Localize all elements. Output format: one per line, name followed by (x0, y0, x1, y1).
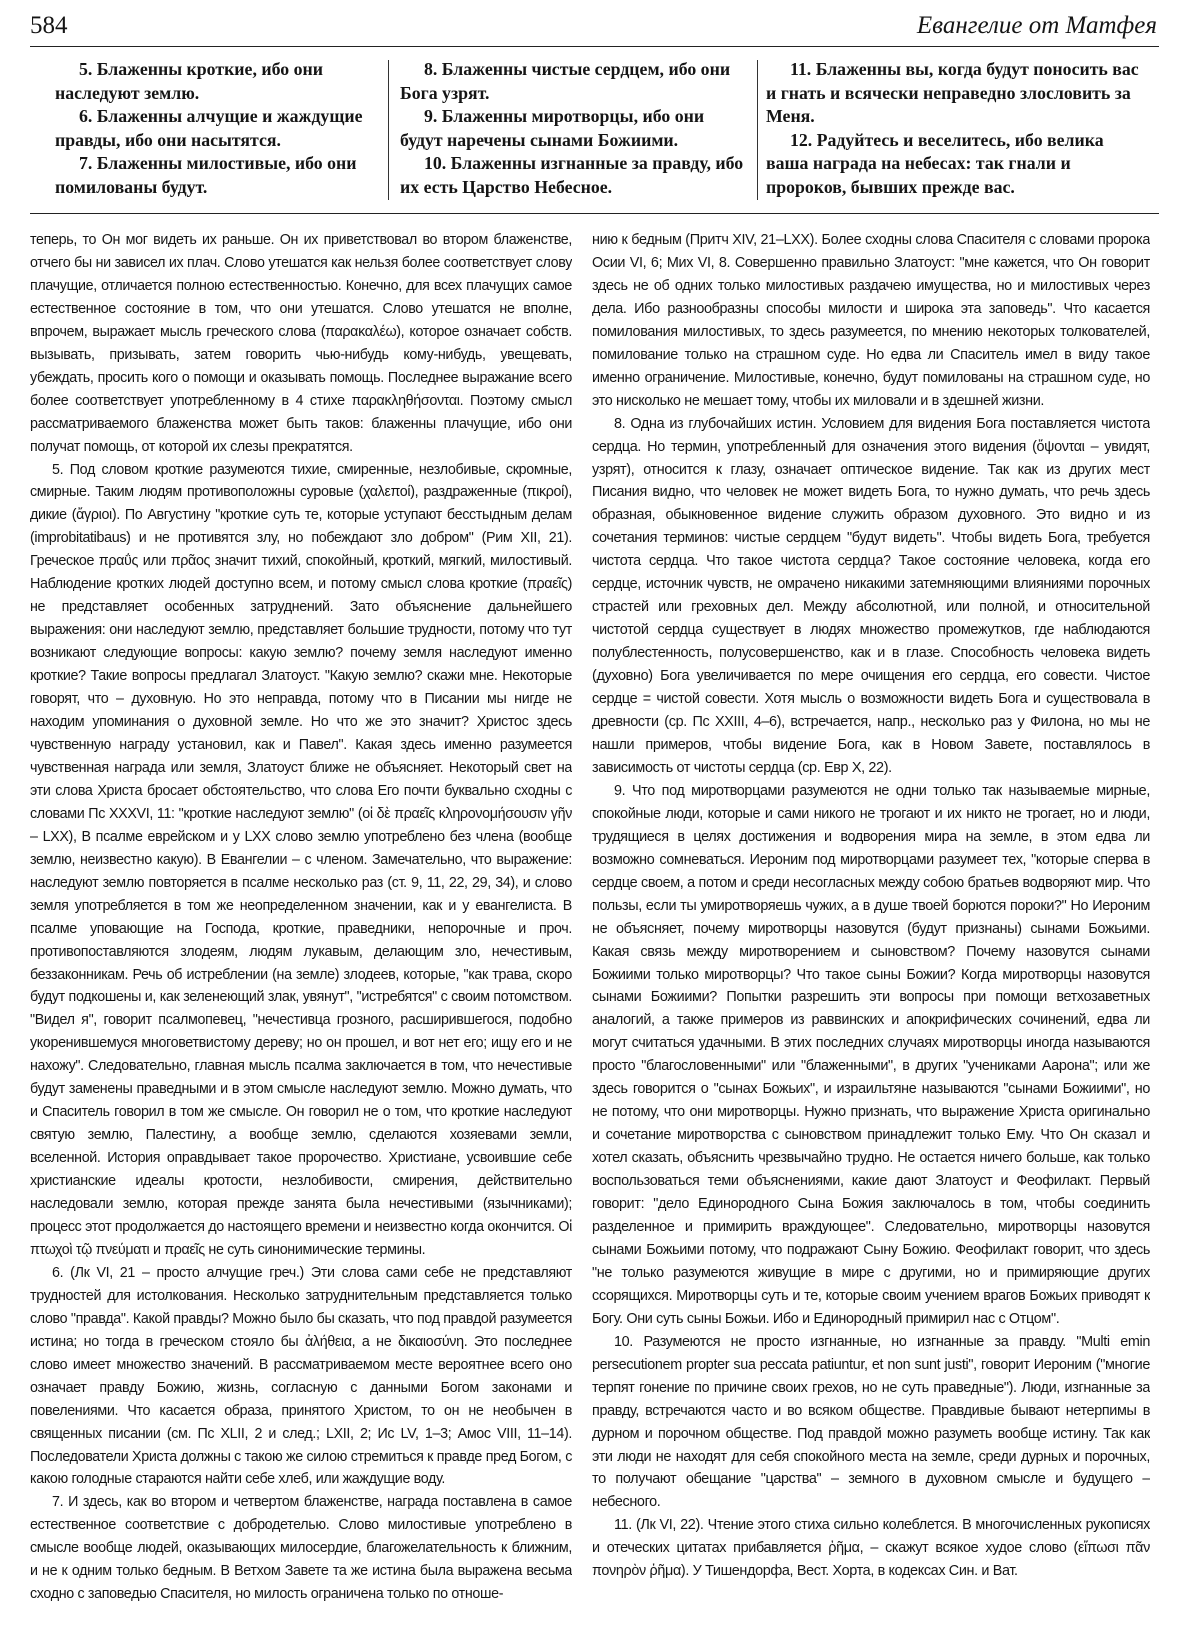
page-number: 584 (30, 12, 68, 39)
verse-8: 8. Блаженны чистые сердцем, ибо они Бога узрят. (400, 59, 731, 103)
verse-column-3 (766, 58, 1150, 199)
commentary-paragraph: 10. Разумеются не просто изгнанные, но изгнанные за правду. "Multi emin persecutionem propter sua peccata patiuntur, et non sunt justi", говорит Иероним ("многие терпят гонение по причине своих грехов, но не суть праведные"). Люди, изгнанные за правду, встречаются часто и во всяком обществе. Правдивые бывают нетерпимы в дурном и порочном обществе. Под правдой можно разуметь вообще истину. Так как эти люди не находят для себя спокойного места на земле, среди дурных и порочных, то получают обещание "царства" – земного в духовном смысле и будущего – небесного. (592, 1333, 1150, 1511)
verse-12: 12. Радуйтесь и веселитесь, ибо велика ваша награда на небесах: так гнали и пророков, бывших прежде вас. (766, 129, 1104, 197)
verse-10: 10. Блаженны изгнанные за правду, ибо их есть Царство Небесное. (400, 153, 744, 197)
commentary-paragraph: 5. Под словом кроткие разумеются тихие, смиренные, незлобивые, скромные, смирные. Таким людям противоположны суровые (χαλεποί), раздраженные (πικροί), дикие (ἄγριοι). По Августину "кроткие суть те, которые уступают бесстыдным делам (improbitatibaus) и не противятся злу, но побеждают зло добром" (Рим XII, 21). Греческое πραΰς или πρᾶος значит тихий, спокойный, кроткий, мягкий, милостивый. Наблюдение кротких людей доступно всем, и потому смысл слова кроткие (πραεῖς) не представляет особенных затруднений. Зато объяснение дальнейшего выражения: они наследуют землю, представляет большие трудности, потому что тут возникают следующие вопросы: какую землю? почему земля наследуют именно кроткие? Такие вопросы предлагал Златоуст. "Какую землю? скажи мне. Некоторые говорят, что – духовную. Но это неправда, потому что в Писании мы нигде не находим упоминания о духовной земле. Но что же это значит? Христос здесь чувственную награду установил, как и Павел". Какая здесь именно разумеется чувственная награда или земля, Златоуст ближе не объясняет. Некоторый свет на эти слова Христа бросает обстоятельство, что слова Его почти буквально сходны с словами Пс XXXVI, 11: "кроткие наследуют землю" (οἱ δὲ πραεῖς κληρονομήσουσιν γῆν – LXX), В псалме еврейском и у LXX слово землю употреблено без члена (вообще землю, неизвестно какую). В Евангелии – с членом. Замечательно, что выражение: наследуют землю повторяется в псалме несколько раз (ст. 9, 11, 22, 29, 34), и слово земля употребляется в том же неопределенном значении, как и у евангелиста. В псалме уповающие на Господа, кроткие, праведники, непорочные и проч. противопоставляются злодеям, людям лукавым, делающим зло, нечестивым, беззаконникам. Речь об истреблении (на земле) злодеев, которые, "как трава, скоро будут подкошены и, как зеленеющий злак, увянут", "истребятся" с своим потомством. "Видел я", говорит псалмопевец, "нечестивца грозного, расширившегося, подобно укоренившемуся многоветвистому дереву; но он прошел, и вот нет его; ищу его и не нахожу". Следовательно, главная мысль псалма заключается в том, что нечестивые будут заменены праведными и в этом смысле наследуют землю. Можно думать, что и Спаситель говорил в том же смысле. Он говорил не о том, что кроткие наследуют святую землю, Палестину, а вообще землю, сделаются хозяевами земли, вселенной. История оправдывает такое пророчество. Христиане, усвоившие себе христианские идеалы кротости, незлобивости, смирения, действительно наследовали землю, которая прежде занята была нечестивыми (язычниками); процесс этот продолжается до настоящего времени и неизвестно когда окончится. Οἱ πτωχοὶ τῷ πνεύματι и πραεῖς не суть синонимические термины. (30, 461, 572, 1258)
commentary-paragraph: теперь, то Он мог видеть их раньше. Он их приветствовал во втором блаженстве, отчего бы ни зависел их плач. Слово утешатся как нельзя более соответствует слову плачущие, отличается полною естественностью. Конечно, для всех плачущих самое естественное состояние в том, что они утешатся. Слово утешатся не вполне, впрочем, выражает мысль греческого слова (παρακαλέω), которое означает собств. вызывать, призывать, затем говорить чью-нибудь кому-нибудь, увещевать, убеждать, просить кого о помощи и оказывать помощь. Последнее выражание всего более соответствует употребленному в 4 стихе παρακληθήσονται. Поэтому смысл рассматриваемого блаженства может быть таков: блаженны плачущие, ибо они получат помощь, от которой их слезы прекратятся. (30, 232, 572, 455)
commentary-paragraph: 7. И здесь, как во втором и четвертом блаженстве, награда поставлена в самое естественное соответствие с добродетелью. Слово милостивые употреблено в смысле вообще людей, оказывающих милосердие, благожелательность к ближним, и не к одним только бедным. В Ветхом Завете та же истина была выражена весьма сходно с заповедью Спасителя, но милость ограничена только по отноше- (30, 1494, 572, 1603)
verse-column-2 (400, 58, 746, 199)
verse-6: 6. Блаженны алчущие и жаждущие правды, ибо они насытятся. (55, 106, 363, 150)
verse-5: 5. Блаженны кроткие, ибо они наследуют землю. (55, 59, 323, 103)
verse-divider-1 (388, 60, 389, 200)
commentary-paragraph: 11. (Лк VI, 22). Чтение этого стиха сильно колеблется. В многочисленных рукописях и отеческих цитатах прибавляется ῥῆμα, – скажут всякое худое слово (εἴπωσι πᾶν πονηρὸν ῥῆμα). У Тишендорфа, Вест. Хорта, в кодексах Син. и Ват. (592, 1517, 1150, 1580)
verse-divider-2 (757, 60, 758, 200)
commentary-right-column (592, 229, 1150, 1625)
commentary-paragraph: нию к бедным (Притч XIV, 21–LXX). Более сходны слова Спасителя с словами пророка Осии VI, 6; Мих VI, 8. Совершенно правильно Златоуст: "мне кажется, что Он говорит здесь не об одних только милостивых раздачею имущества, но и милостивых через дела. Ибо разнообразны способы милости и широка эта заповедь". Что касается помилования милостивых, то здесь разумеется, по мнению некоторых толкователей, помилование только на страшном суде. Но едва ли Спаситель имел в виду такое именно ограничение. Милостивые, конечно, будут помилованы на страшном суде, но это нисколько не мешает тому, чтобы их миловали и в здешней жизни. (592, 232, 1150, 409)
header-rule (30, 46, 1159, 47)
running-title: Евангелие от Матфея (916, 12, 1157, 39)
verses-rule (30, 213, 1159, 214)
verse-9: 9. Блаженны миротворцы, ибо они будут наречены сынами Божиими. (400, 106, 705, 150)
commentary-left-column (30, 229, 572, 1625)
verse-7: 7. Блаженны милостивые, ибо они помилованы будут. (55, 153, 357, 197)
verse-column-1 (55, 58, 377, 199)
verse-11: 11. Блаженны вы, когда будут поносить вас и гнать и всячески неправедно злословить за Меня. (766, 59, 1139, 126)
commentary-paragraph: 8. Одна из глубочайших истин. Условием для видения Бога поставляется чистота сердца. Но термин, употребленный для означения этого видения (ὄψονται – увидят, узрят), относится к глазу, означает оптическое видение. Так как из других мест Писания видно, что человек не может видеть Бога, то нужно думать, что речь здесь образная, обыкновенное видение служить образом духовного. Это видно и из сочетания терминов: чистые сердцем "будут видеть". Чтобы видеть Бога, требуется чистота сердца. Что такое чистота сердца? Такое состояние человека, когда его сердце, источник чувств, не омрачено никакими затемняющими влияниями порочных страстей или греховных дел. Между абсолютной, или полной, и относительной чистотой сердца существует в людях множество промежутков, где наблюдаются полублестенность, полусовершенство, как и в глазе. Способность человека видеть (духовно) Бога увеличивается по мере очищения его сердца, его совести. Чистое сердце = чистой совести. Хотя мысль о возможности видеть Бога и существовала в древности (ср. Пс XXIII, 4–6), встречается, напр., несколько раз у Филона, но мы не нашли примеров, чтобы видение Бога, как в Новом Завете, поставлялось в зависимость от чистоты сердца (ср. Евр X, 22). (592, 415, 1150, 776)
commentary-paragraph: 9. Что под миротворцами разумеются не одни только так называемые мирные, спокойные люди, которые и сами никого не трогают и их никто не трогает, но и люди, трудящиеся в целях достижения и водворения мира на земле, в этом едва ли возможно сомневаться. Иероним под миротворцами разумеет тех, "которые сперва в сердце своем, а потом и среди несогласных между собою братьев водворяют мир. Что пользы, если ты умиротворяешь чужих, а в душе твоей борются пороки?" Но Иероним не объясняет, почему миротворцы назовутся (будут признаны) сынами Божьими. Какая связь между миротворением и сыновством? Почему назовутся сынами Божиими только миротворцы? Что такое сыны Божии? Когда миротворцы назовутся сынами Божиими? Попытки разрешить эти вопросы при помощи ветхозаветных аналогий, а также примеров из раввинских и апокрифических сочинений, едва ли могут считаться удачными. В этих последних случаях миротворцы иногда называются просто "благословенными" или "блаженными", в других "учениками Аарона"; или же здесь говорится о "сынах Божьих", и израильтяне называются "сынами Божиими", но не потому, что они миротворцы. Нужно признать, что выражение Христа оригинально и сочетание миротворства с сыновством принадлежит только Ему. Что Он сказал и хотел сказать, объяснить чрезвычайно трудно. Не остается ничего больше, как только воспользоваться теми объяснениями, какие дают Златоуст и Феофилакт. Первый говорит: "дело Единородного Сына Божия заключалось в том, чтобы соединить разделенное и примирить враждующее". Следовательно, миротворцы назовутся сынами Божьими потому, что подражают Сыну Божию. Феофилакт говорит, что здесь "не только разумеются живущие в мире с другими, но и примиряющие других ссорящихся. Миротворцы суть и те, которые своим учением врагов Божьих приводят к Богу. Они суть сыны Божьи. Ибо и Единородный примирил нас с Отцом". (592, 782, 1150, 1327)
commentary-paragraph: 6. (Лк VI, 21 – просто алчущие греч.) Эти слова сами себе не представляют трудностей для истолкования. Несколько затруднительным представляется только слово "правда". Какой правды? Можно было бы сказать, что под правдой разумеется истина; но тогда в греческом стояло бы ἀλήθεια, а не δικαιοσύνη. Это последнее слово имеет множество значений. В рассматриваемом месте вероятнее всего оно означает правду Божию, жизнь, согласную с данными Богом законами и повелениями. Что касается образа, принятого Христом, то он не необычен в священных писании (см. Пс XLII, 2 и след.; LXII, 2; Ис LV, 1–3; Амос VIII, 11–14). Последователи Христа должны с такою же силою стремиться к правде пред Богом, с какою голодные стараются найти себе хлеб, или жаждущие воду. (30, 1264, 572, 1488)
